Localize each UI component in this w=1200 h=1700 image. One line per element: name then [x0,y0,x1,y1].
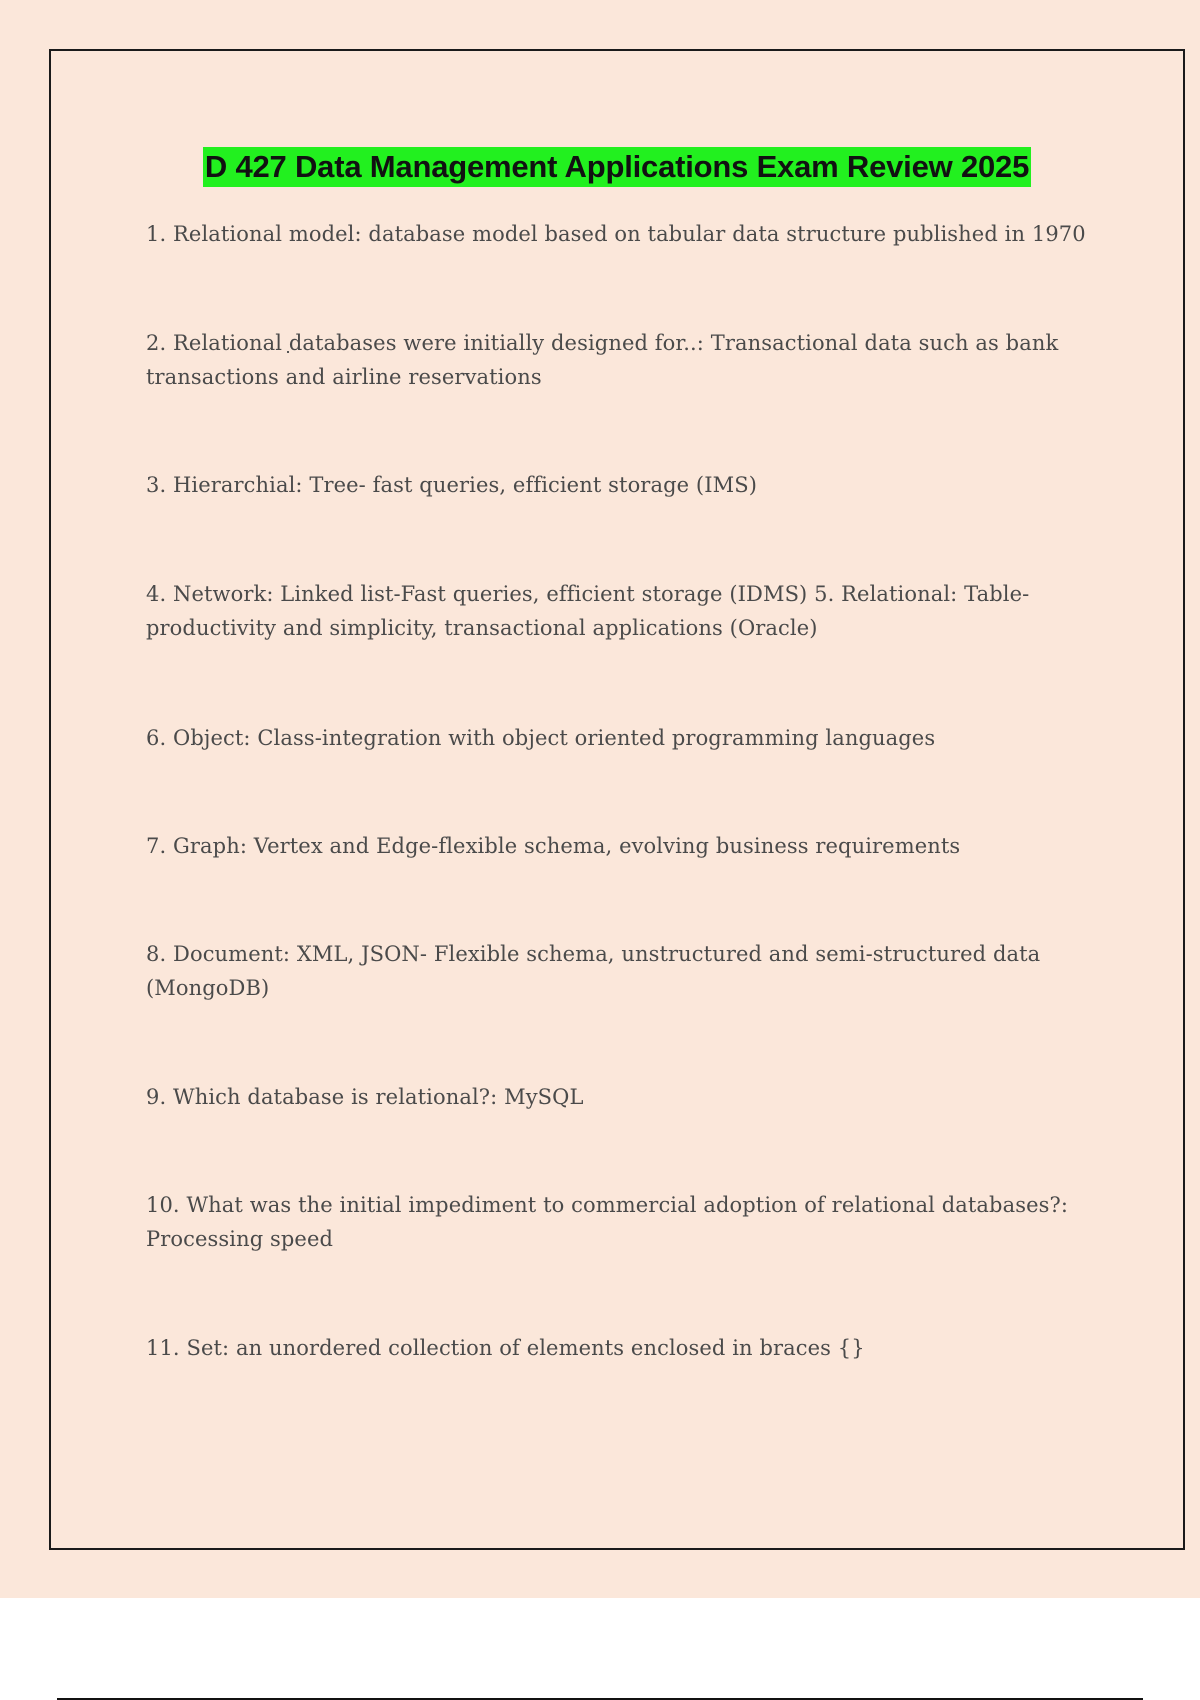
title-container [51,147,1183,187]
review-item-10: 10. What was the initial impediment to commercial adoption of relational databases?: Processing speed [146,1193,1069,1251]
review-item-4: 4. Network: Linked list-Fast queries, efficient storage (IDMS) 5. Relational: Table-productivity and simplicity, transactional applications (Oracle) [146,582,1030,640]
review-item-2: 2. Relational databases were initially designed for..: Transactional data such as bank transactions and airline reservations [146,331,1059,389]
document-frame [49,49,1185,1550]
review-item-11: 11. Set: an unordered collection of elements enclosed in braces {} [146,1336,865,1360]
review-item-7: 7. Graph: Vertex and Edge-flexible schema, evolving business requirements [146,834,961,858]
review-item-6: 6. Object: Class-integration with object oriented programming languages [146,726,936,750]
review-item-9: 9. Which database is relational?: MySQL [146,1085,584,1109]
review-item-1: 1. Relational model: database model based on tabular data structure published in 1970 [146,222,1086,246]
review-item-8: 8. Document: XML, JSON- Flexible schema, unstructured and semi-structured data (MongoDB) [146,942,1041,1000]
document-title: D 427 Data Management Applications Exam Review 2025 [203,147,1031,187]
review-item-3: 3. Hierarchial: Tree- fast queries, efficient storage (IMS) [146,473,757,497]
